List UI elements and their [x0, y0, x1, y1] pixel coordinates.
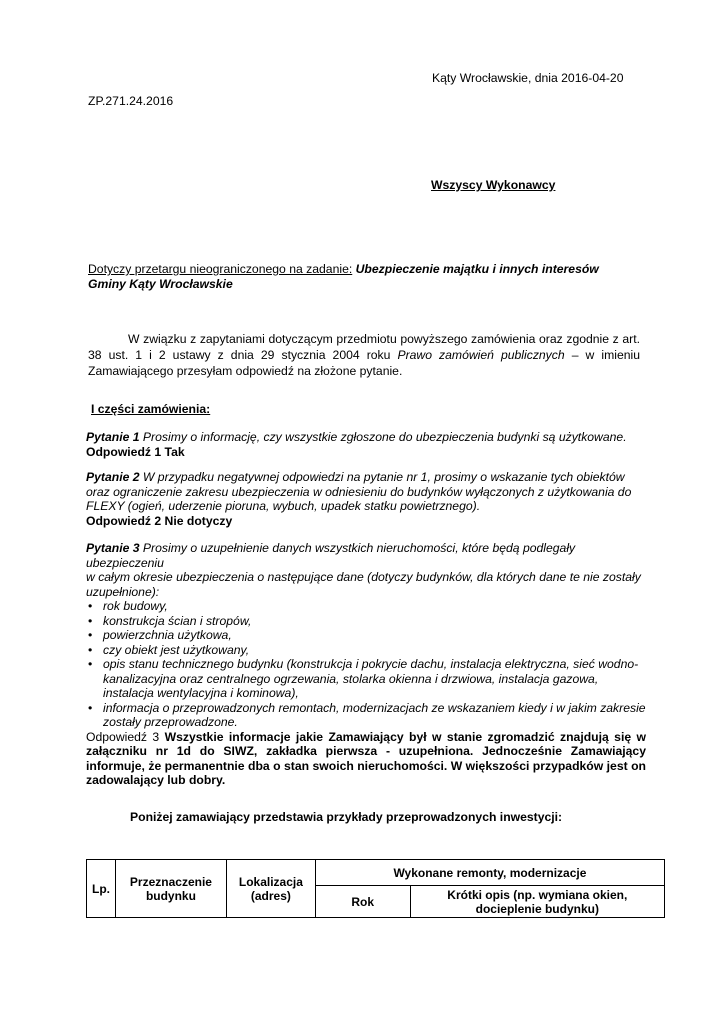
question-text-line1: Prosimy o uzupełnienie danych wszystkich nieruchomości, które będą podlegały ubezpieczeniu: [86, 541, 576, 570]
list-item: • opis stanu technicznego budynku (konstrukcja i pokrycie dachu, instalacja elektryczna, sieć wodno-kanalizacyjna oraz centralnego ogrzewania, stolarka okienna i drzwiowa, instalacja gazowa, instalacja wentylacyjna i kominowa),: [86, 657, 646, 701]
list-item: • konstrukcja ścian i stropów,: [86, 614, 646, 629]
table-header-row: [87, 860, 665, 886]
question-3: [86, 541, 646, 788]
intro-paragraph: [88, 331, 640, 379]
question-text: W przypadku negatywnej odpowiedzi na pytanie nr 1, prosimy o wskazanie tych obiektów oraz ograniczenie zakresu ubezpieczenia w odniesieniu do budynków wyłączonych z użytkowania do FLEXY (ogień, uderzenie pioruna, wybuch, upadek statku powietrznego).: [86, 470, 632, 513]
answer: Odpowiedź 2 Nie dotyczy: [86, 513, 233, 528]
list-item: • czy obiekt jest użytkowany,: [86, 643, 646, 658]
investments-table: [86, 859, 665, 918]
subject-topic: Ubezpieczenie majątku i innych interesów Gminy Kąty Wrocławskie: [88, 262, 599, 291]
intro-part1: W związku z zapytaniami dotyczącym przedmiotu powyższego zamówienia oraz zgodnie z art. 38 ust. 1 i 2 ustawy z dnia 29 stycznia 2004 roku: [88, 332, 640, 362]
question-1: [86, 430, 646, 459]
question-2: [86, 470, 646, 528]
header-lp: Lp.: [87, 860, 116, 918]
subject: [88, 262, 640, 292]
section-heading: I części zamówienia:: [91, 402, 211, 416]
header-location: Lokalizacja (adres): [226, 860, 315, 918]
investments-intro: Poniżej zamawiający przedstawia przykłady przeprowadzonych inwestycji:: [130, 810, 563, 824]
answer-text: Wszystkie informacje jakie Zamawiający był w stanie zgromadzić znajdują się w załączniku nr 1d do SIWZ, zakładka pierwsza - uzupełniona. Jednocześnie Zamawiający informuje, że permanentnie dba o stan swoich nieruchomości. W większości przypadków jest on zadowalający lub dobry.: [86, 729, 646, 787]
question-text-line2: w całym okresie ubezpieczenia o następujące dane (dotyczy budynków, dla których dane te nie zostały uzupełnione):: [86, 570, 641, 599]
answer-label: Odpowiedź 3: [86, 729, 160, 744]
place-date: Kąty Wrocławskie, dnia 2016-04-20: [432, 71, 624, 85]
addressee: Wszyscy Wykonawcy: [431, 178, 556, 192]
subject-lead: Dotyczy przetargu nieograniczonego na zadanie:: [88, 262, 353, 276]
question-label: Pytanie 3: [86, 541, 140, 555]
answer: Odpowiedź 1 Tak: [86, 444, 185, 459]
reference-number: ZP.271.24.2016: [88, 94, 174, 108]
question-label: Pytanie 2: [86, 470, 140, 484]
answer: [86, 730, 646, 788]
header-year: Rok: [315, 886, 410, 918]
question-label: Pytanie 1: [86, 430, 140, 444]
list-item: • powierzchnia użytkowa,: [86, 628, 646, 643]
list-item: • informacja o przeprowadzonych remontach, modernizacjach ze wskazaniem kiedy i w jakim zakresie zostały przeprowadzone.: [86, 701, 646, 730]
header-works: Wykonane remonty, modernizacje: [315, 860, 664, 886]
intro-law-name: Prawo zamówień publicznych: [397, 348, 565, 362]
header-description: Krótki opis (np. wymiana okien, docieplenie budynku): [410, 886, 664, 918]
header-purpose: Przeznaczenie budynku: [115, 860, 226, 918]
intro-part2: – w imieniu Zamawiającego przesyłam odpowiedź na złożone pytanie.: [88, 348, 640, 378]
question-text: Prosimy o informację, czy wszystkie zgłoszone do ubezpieczenia budynki są użytkowane.: [142, 430, 627, 444]
required-data-list: [86, 599, 646, 730]
list-item: • rok budowy,: [86, 599, 646, 614]
